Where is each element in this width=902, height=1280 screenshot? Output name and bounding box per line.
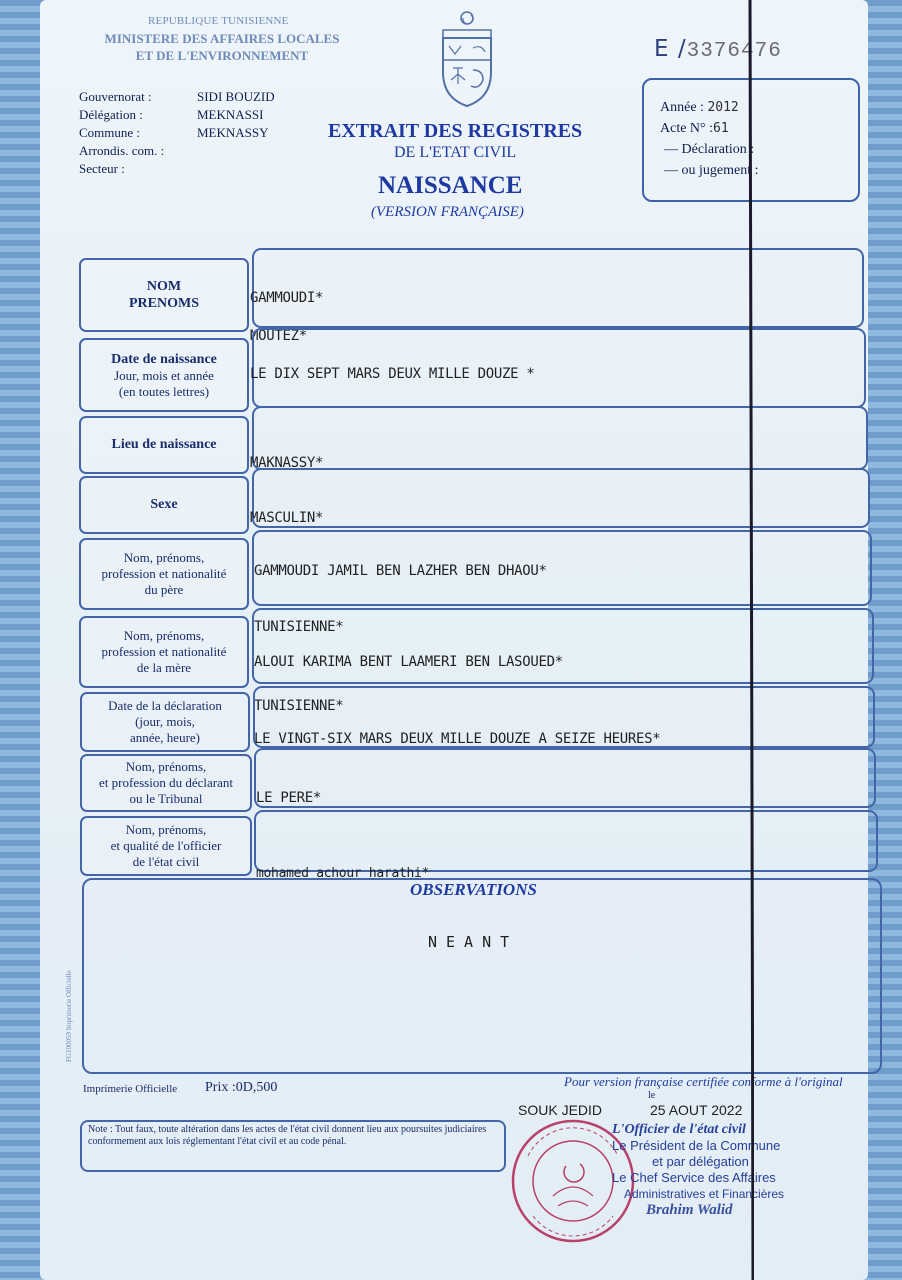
tunisia-emblem-icon [433, 8, 501, 108]
declarant-value-box [254, 748, 876, 808]
sex-label: Sexe [150, 497, 178, 512]
side-printer-code: FG100059 Imprimerie Officielle [65, 970, 73, 1062]
birthplace-label: Lieu de naissance [111, 437, 217, 452]
signature-name: Brahim Walid [646, 1202, 733, 1218]
prenoms-label: PRENOMS [129, 296, 199, 311]
doc-version: (VERSION FRANÇAISE) [371, 204, 524, 220]
mother-value-box [252, 608, 874, 684]
signature-block [612, 1122, 784, 1218]
note-text: Note : Tout faux, toute altération dans les actes de l'état civil donnent lieu aux poursuites judiciaires conformement aux lois réglementant l'état civil et au code pénal. [88, 1124, 487, 1147]
issue-date-label: le [648, 1090, 656, 1101]
officer-label3: de l'état civil [132, 854, 200, 869]
acte-label: Acte N° : [660, 121, 714, 136]
price-label: Prix :0D,500 [205, 1080, 278, 1095]
delegation-label: Délégation : [79, 107, 143, 122]
mother-label1: Nom, prénoms, [123, 628, 205, 643]
commune-label: Commune : [79, 125, 141, 140]
serial-number [654, 36, 782, 63]
birthplace-label-box [79, 416, 249, 474]
signature-line1: Le Président de la Commune [612, 1138, 781, 1153]
father-name-value: GAMMOUDI JAMIL BEN LAZHER BEN DHAOU* [254, 563, 547, 579]
mother-label2: profession et nationalité [101, 644, 227, 659]
nom-value-box [252, 248, 864, 328]
signature-line4: Administratives et Financières [624, 1187, 785, 1201]
ministry-label [82, 30, 362, 64]
doc-type: NAISSANCE [378, 172, 523, 199]
signature-line2: et par délégation [652, 1154, 749, 1169]
father-label2: profession et nationalité [101, 566, 227, 581]
jugement-label: — ou jugement : [664, 163, 759, 178]
issue-date: 25 AOUT 2022 [650, 1102, 743, 1118]
gouvernorat-label: Gouvernorat : [79, 89, 152, 104]
birthdate-sub1: Jour, mois et année [114, 367, 214, 383]
father-nationality-value: TUNISIENNE* [254, 619, 344, 635]
secteur-label: Secteur : [79, 161, 125, 176]
annee-label: Année : [660, 100, 704, 115]
declaration-date-label3: année, heure) [129, 730, 200, 745]
admin-info [79, 88, 275, 178]
officer-value: mohamed achour harathi* [256, 866, 430, 881]
declaration-date-label1: Date de la déclaration [108, 698, 222, 713]
mother-label-box [79, 616, 249, 688]
father-label-box [79, 538, 249, 610]
declaration-label: — Déclaration : [664, 142, 755, 157]
birthdate-sub2: (en toutes lettres) [118, 383, 210, 399]
father-label3: du père [144, 582, 184, 597]
mother-nationality-value: TUNISIENNE* [254, 698, 344, 714]
ministry-line2: ET DE L'ENVIRONNEMENT [135, 48, 309, 63]
mother-name-value: ALOUI KARIMA BENT LAAMERI BEN LASOUED* [254, 654, 563, 670]
officer-value-box [254, 810, 878, 872]
nom-label-box [79, 258, 249, 332]
gouvernorat-value: SIDI BOUZID [197, 89, 275, 104]
delegation-value: MEKNASSI [197, 107, 264, 122]
serial-value: 3376476 [686, 40, 782, 63]
nom-value: GAMMOUDI* [250, 290, 324, 306]
observations-box [82, 878, 882, 1074]
issue-place: SOUK JEDID [518, 1102, 603, 1118]
ministry-line1: MINISTERE DES AFFAIRES LOCALES [104, 31, 340, 46]
declarant-label1: Nom, prénoms, [125, 759, 207, 774]
declarant-label-box [80, 754, 252, 812]
printer-label: Imprimerie Officielle [83, 1083, 178, 1095]
annee-value: 2012 [707, 100, 739, 115]
republic-label: REPUBLIQUE TUNISIENNE [148, 15, 289, 27]
nom-label: NOM [146, 279, 182, 294]
declarant-label3: ou le Tribunal [129, 791, 203, 806]
acte-info [660, 97, 759, 181]
declaration-date-label2: (jour, mois, [135, 714, 195, 729]
mother-label3: de la mère [136, 660, 192, 675]
acte-value: 61 [713, 121, 729, 136]
sex-value: MASCULIN* [250, 510, 324, 526]
officer-title: L'Officier de l'état civil [612, 1122, 746, 1137]
prenoms-value: MOUTEZ* [250, 328, 307, 344]
certification-text: Pour version française certifiée conforme à l'original [564, 1074, 843, 1089]
birthdate-label: Date de naissance [111, 351, 217, 367]
arrondis-label: Arrondis. com. : [79, 143, 165, 158]
signature-line3: Le Chef Service des Affaires [612, 1170, 776, 1185]
declaration-date-value: LE VINGT-SIX MARS DEUX MILLE DOUZE A SEIZE HEURES* [254, 731, 661, 747]
fold-line [748, 0, 754, 1280]
officer-label-box [80, 816, 252, 876]
serial-prefix: E / [654, 36, 687, 62]
birthplace-value-box [252, 406, 868, 470]
birthdate-label-box [79, 338, 249, 412]
officer-label2: et qualité de l'officier [110, 838, 222, 853]
sex-label-box [79, 476, 249, 534]
declaration-date-label-box [80, 692, 250, 752]
birthdate-value: LE DIX SEPT MARS DEUX MILLE DOUZE * [250, 366, 535, 382]
observations-value: NEANT [428, 933, 519, 951]
birthplace-value: MAKNASSY* [250, 455, 324, 471]
declarant-value: LE PERE* [256, 790, 322, 806]
sex-value-box [252, 468, 870, 528]
doc-subtitle: DE L'ETAT CIVIL [394, 144, 517, 161]
commune-value: MEKNASSY [197, 125, 269, 140]
officer-label1: Nom, prénoms, [125, 822, 207, 837]
declarant-label2: et profession du déclarant [99, 775, 233, 790]
observations-title: OBSERVATIONS [410, 880, 537, 899]
doc-title: EXTRAIT DES REGISTRES [328, 120, 583, 142]
father-label1: Nom, prénoms, [123, 550, 205, 565]
